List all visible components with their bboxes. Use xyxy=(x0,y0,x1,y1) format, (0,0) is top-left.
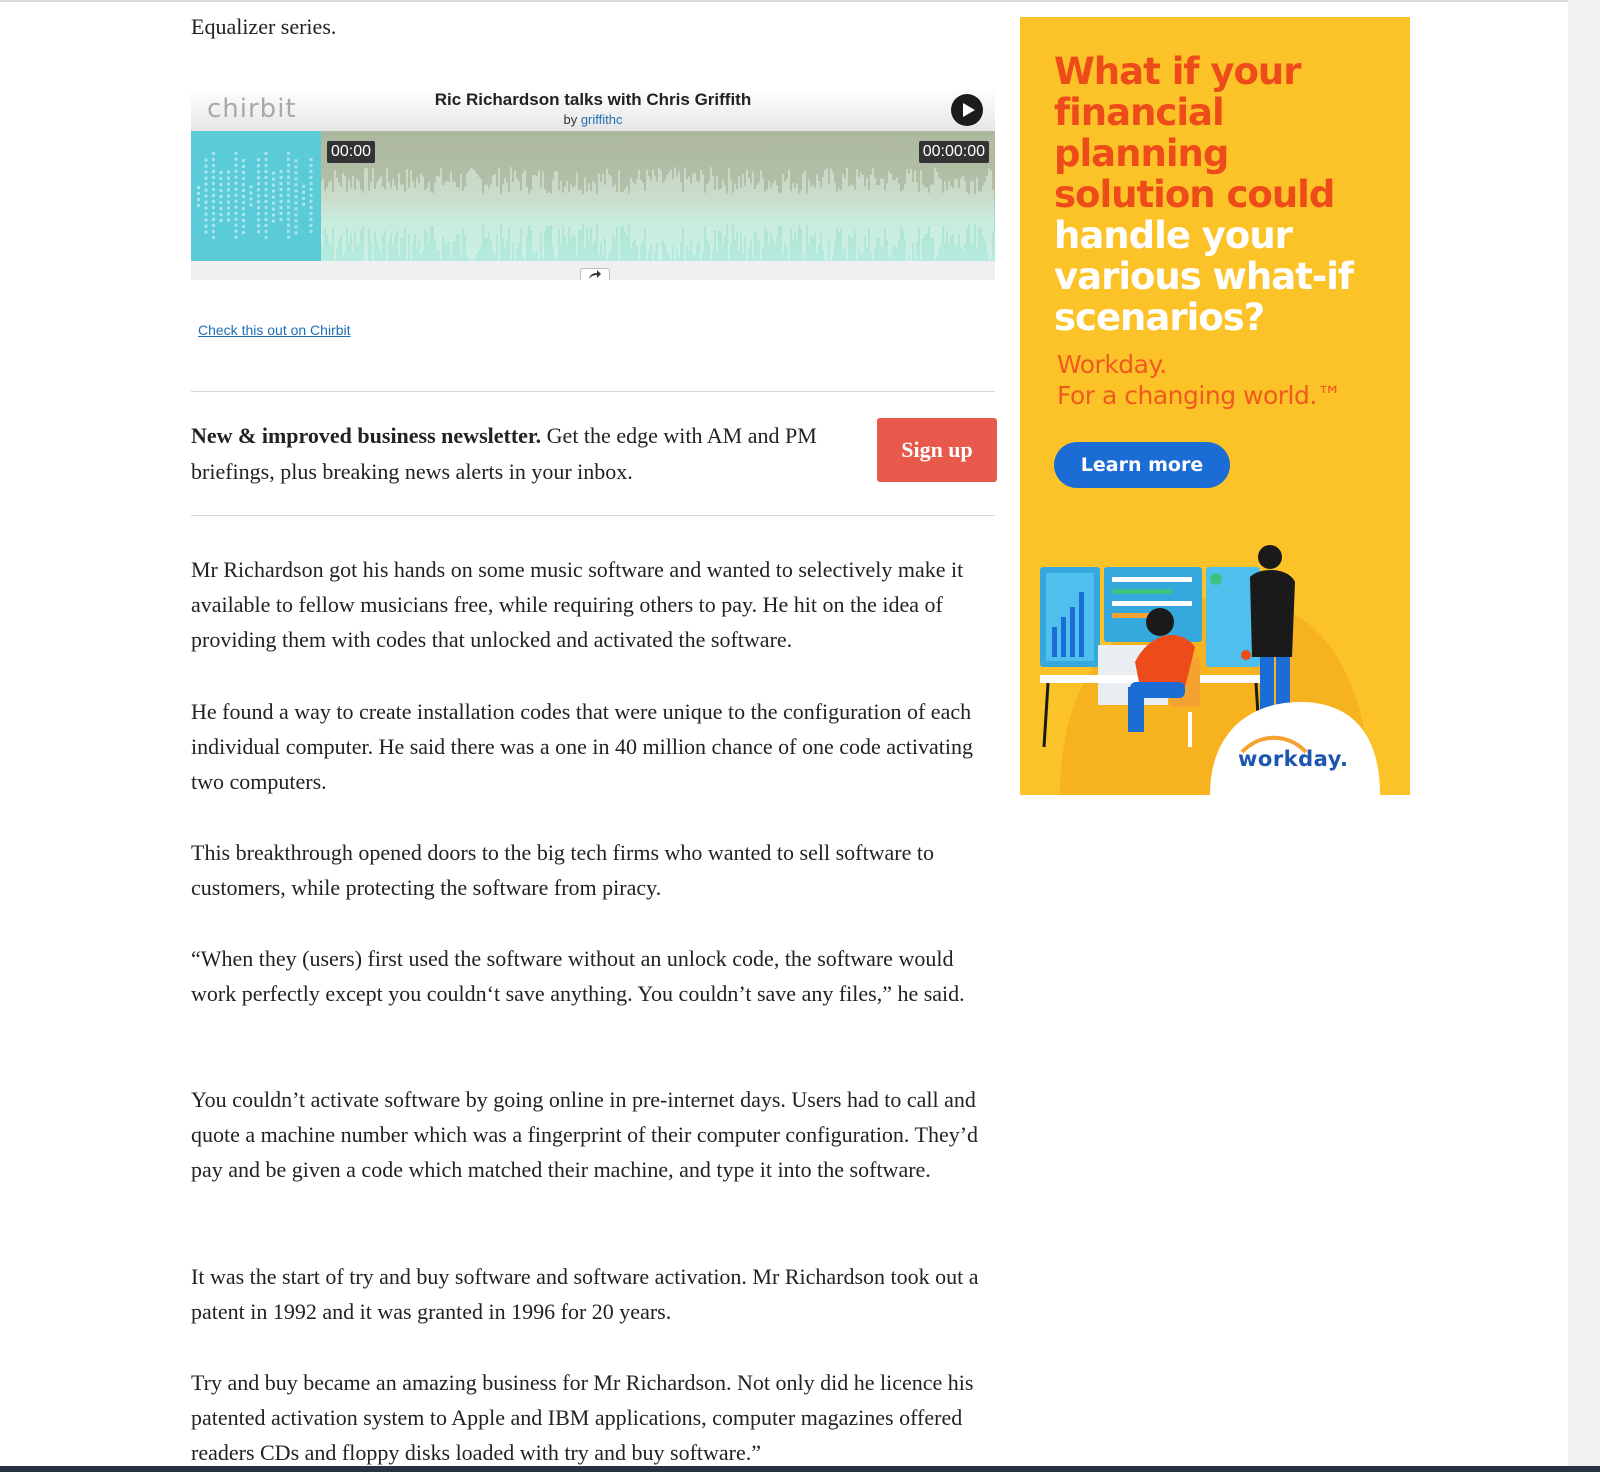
newsletter-promo xyxy=(191,418,831,490)
audio-thumbnail xyxy=(191,131,321,261)
paragraph: You couldn’t activate software by going online in pre-internet days. Users had to call and quote a machine number which was a fingerprint of their computer configuration. They’d pay and be given a code which matched their machine, and type it into the software. xyxy=(191,1087,979,1182)
chirbit-audio-player[interactable] xyxy=(191,88,995,280)
play-button[interactable] xyxy=(951,94,983,126)
window-bottom-edge xyxy=(0,1466,1600,1472)
divider xyxy=(191,515,995,516)
waveform-scrubber[interactable] xyxy=(321,131,995,261)
share-arrow-icon xyxy=(588,270,602,280)
track-byline xyxy=(191,112,995,127)
total-duration: 00:00:00 xyxy=(919,141,989,163)
chirbit-link[interactable]: Check this out on Chirbit xyxy=(198,322,351,338)
ad-headline xyxy=(1054,51,1394,338)
intro-fragment: Equalizer series. xyxy=(191,14,337,39)
ad-tagline xyxy=(1057,349,1341,411)
office-illustration xyxy=(1020,537,1410,795)
byline-prefix: by xyxy=(563,112,581,127)
current-time: 00:00 xyxy=(327,141,375,163)
author-link[interactable]: griffithc xyxy=(580,112,623,127)
workday-advertisement[interactable] xyxy=(1020,17,1410,795)
ad-headline-orange: What if your financial planning solution could xyxy=(1054,50,1335,216)
paragraph: Mr Richardson got his hands on some music software and wanted to selectively make it available to fellow musicians free, while requiring others to pay. He hit on the idea of providing them with codes that unlocked and activated the software. xyxy=(191,557,964,652)
share-icon[interactable] xyxy=(580,268,610,280)
newsletter-text: Get the edge with AM and PM briefings, plus breaking news alerts in your inbox. xyxy=(191,423,817,484)
workday-logo: workday. xyxy=(1238,747,1349,771)
newsletter-heading: New & improved business newsletter. xyxy=(191,423,542,448)
paragraph: He found a way to create installation codes that were unique to the configuration of each individual computer. He said there was a one in 40 million chance of one code activating two computers. xyxy=(191,699,973,794)
waveform xyxy=(321,131,995,261)
divider xyxy=(191,391,995,392)
paragraph: This breakthrough opened doors to the big tech firms who wanted to sell software to customers, while protecting the software from piracy. xyxy=(191,840,934,900)
soundwave-icon xyxy=(191,131,321,261)
chirbit-logo: chirbit xyxy=(207,94,297,124)
paragraph: “When they (users) first used the software without an unlock code, the software would work perfectly except you couldn‘t save anything. You couldn’t save any files,” he said. xyxy=(191,946,965,1006)
sign-up-button[interactable]: Sign up xyxy=(877,418,997,482)
player-header xyxy=(191,88,995,131)
ad-headline-white: handle your various what-if scenarios? xyxy=(1054,214,1353,339)
track-title: Ric Richardson talks with Chris Griffith xyxy=(434,90,752,109)
paragraph: Try and buy became an amazing business for Mr Richardson. Not only did he licence his patented activation system to Apple and IBM applications, computer magazines offered readers CDs and floppy disks loaded with try and buy software.” xyxy=(191,1370,974,1465)
page-scrollbar-gutter[interactable] xyxy=(1568,0,1600,1472)
browser-top-border xyxy=(0,0,1600,2)
paragraph: It was the start of try and buy software and software activation. Mr Richardson took out a patent in 1992 and it was granted in 1996 for 20 years. xyxy=(191,1264,979,1324)
ad-tagline-brand: Workday. xyxy=(1057,350,1167,379)
ad-tagline-slogan: For a changing world.™ xyxy=(1057,381,1342,410)
learn-more-button[interactable]: Learn more xyxy=(1054,442,1230,488)
